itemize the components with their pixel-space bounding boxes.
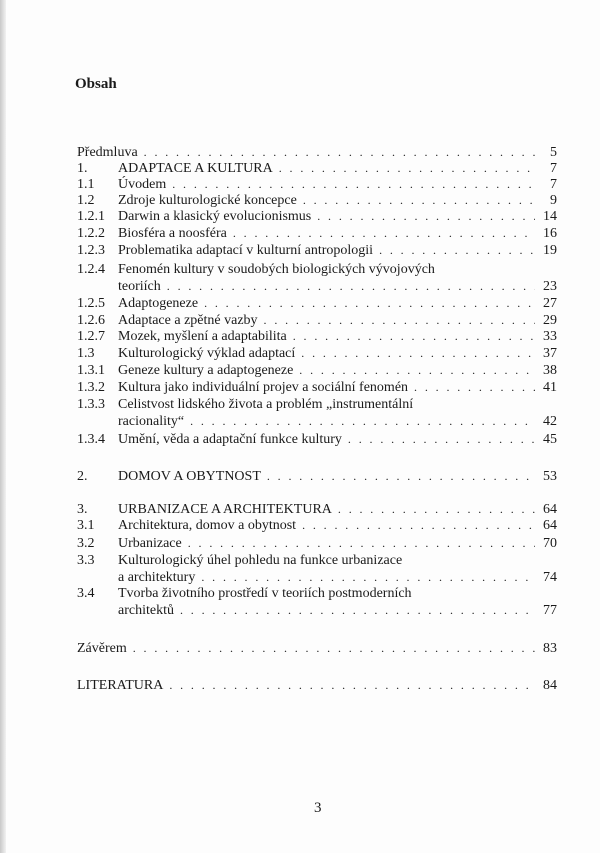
toc-entry-page: 53 <box>543 469 557 484</box>
dot-leader <box>144 144 535 160</box>
dot-leader <box>267 468 535 484</box>
toc-entry-title: Architektura, domov a obytnost <box>118 518 297 533</box>
dot-leader <box>303 192 535 208</box>
toc-entry-page: 42 <box>543 414 557 429</box>
dot-leader <box>167 278 535 294</box>
toc-entry-title: Mozek, myšlení a adaptabilita <box>118 329 287 344</box>
dot-leader <box>338 501 535 517</box>
toc-entry-number: 1.1 <box>77 177 95 192</box>
toc-entry-page: 29 <box>543 313 557 328</box>
dot-leader <box>169 677 535 693</box>
dot-leader <box>264 312 535 328</box>
toc-entry-page: 64 <box>543 502 557 517</box>
dot-leader <box>233 225 535 241</box>
dot-leader <box>133 640 535 656</box>
scan-edge-shadow <box>0 0 6 853</box>
toc-entry-title: Problematika adaptací v kulturní antropologii <box>118 243 374 258</box>
dot-leader <box>201 569 535 585</box>
toc-entry-page: 45 <box>543 432 557 447</box>
toc-entry-title: Adaptace a zpětné vazby <box>118 313 258 328</box>
toc-entry-page: 74 <box>543 570 557 585</box>
toc-entry-title: Předmluva <box>77 145 138 160</box>
toc-entry-title: teoriích <box>118 279 161 294</box>
dot-leader <box>302 517 535 533</box>
toc-entry-title: Urbanizace <box>118 536 182 551</box>
dot-leader <box>279 160 535 176</box>
toc-entry-page: 14 <box>543 209 557 224</box>
toc-entry-number: 1.2.7 <box>77 329 105 344</box>
toc-entry[interactable] <box>77 397 557 430</box>
toc-entry-number: 1.2.2 <box>77 226 105 241</box>
toc-entry-page: 83 <box>543 641 557 656</box>
toc-entry-number: 1.2.6 <box>77 313 105 328</box>
toc-entry[interactable] <box>77 262 557 295</box>
toc-entry-page: 77 <box>543 603 557 618</box>
toc-entry-page: 9 <box>550 193 557 208</box>
toc-entry-title: Adaptogeneze <box>118 296 199 311</box>
toc-entry-title: Zdroje kulturologické koncepce <box>118 193 297 208</box>
toc-entry[interactable] <box>77 379 557 396</box>
toc-entry-title: Celistvost lidského života a problém „instrumentální <box>118 397 414 412</box>
toc-entry-title: Darwin a klasický evolucionismus <box>118 209 312 224</box>
toc-entry[interactable] <box>77 345 557 362</box>
toc-entry-page: 70 <box>543 536 557 551</box>
toc-entry-title: DOMOV A OBYTNOST <box>118 469 261 484</box>
toc-entry-title: Kulturologický výklad adaptací <box>118 346 296 361</box>
toc-entry-title: ADAPTACE A KULTURA <box>118 161 273 176</box>
toc-entry-title: a architektury <box>118 570 196 585</box>
toc-entry[interactable] <box>77 312 557 329</box>
toc-entry-page: 23 <box>543 279 557 294</box>
toc-entry[interactable] <box>77 362 557 379</box>
toc-entry[interactable] <box>77 144 557 161</box>
page-number: 3 <box>314 800 322 816</box>
toc-entry[interactable] <box>77 517 557 534</box>
toc-entry[interactable] <box>77 553 557 586</box>
toc-entry[interactable] <box>77 295 557 312</box>
dot-leader <box>172 176 535 192</box>
dot-leader <box>379 242 535 258</box>
toc-entry[interactable] <box>77 431 557 448</box>
toc-entry-number: 3.2 <box>77 536 95 551</box>
toc-entry[interactable] <box>77 677 557 694</box>
toc-entry-title: architektů <box>118 603 174 618</box>
toc-entry-title: Biosféra a noosféra <box>118 226 227 241</box>
toc-entry[interactable] <box>77 242 557 259</box>
toc-entry-page: 19 <box>543 243 557 258</box>
toc-entry-title: Umění, věda a adaptační funkce kultury <box>118 432 342 447</box>
toc-entry-page: 7 <box>550 177 557 192</box>
toc-entry-number: 1.3.1 <box>77 363 105 378</box>
toc-entry-number: 3.1 <box>77 518 95 533</box>
toc-entry-number: 1.3 <box>77 346 95 361</box>
toc-entry-title: Úvodem <box>118 177 167 192</box>
toc-entry-number: 1.2.3 <box>77 243 105 258</box>
toc-entry-page: 33 <box>543 329 557 344</box>
toc-entry[interactable] <box>77 328 557 345</box>
toc-entry-title: Tvorba životního prostředí v teoriích postmoderních <box>118 586 412 601</box>
toc-entry-number: 1.2.5 <box>77 296 105 311</box>
toc-entry[interactable] <box>77 468 557 485</box>
toc-entry[interactable] <box>77 586 557 619</box>
toc-entry-title: racionality“ <box>118 414 185 429</box>
toc-entry-page: 37 <box>543 346 557 361</box>
dot-leader <box>317 208 535 224</box>
toc-entry[interactable] <box>77 192 557 209</box>
toc-entry-number: 1.3.3 <box>77 397 105 412</box>
toc-entry-title: LITERATURA <box>77 678 164 693</box>
toc-entry[interactable] <box>77 176 557 193</box>
toc-entry-title: Geneze kultury a adaptogeneze <box>118 363 294 378</box>
toc-entry-page: 38 <box>543 363 557 378</box>
dot-leader <box>293 328 535 344</box>
toc-entry-page: 7 <box>550 161 557 176</box>
toc-entry-number: 3. <box>77 502 88 517</box>
toc-entry[interactable] <box>77 535 557 552</box>
dot-leader <box>188 535 535 551</box>
toc-entry[interactable] <box>77 225 557 242</box>
toc-entry[interactable] <box>77 640 557 657</box>
dot-leader <box>190 413 535 429</box>
toc-entry-title: Fenomén kultury v soudobých biologických vývojových <box>118 262 435 277</box>
toc-entry-number: 1.2.1 <box>77 209 105 224</box>
toc-entry-page: 16 <box>543 226 557 241</box>
dot-leader <box>204 295 535 311</box>
dot-leader <box>180 602 535 618</box>
toc-entry-page: 5 <box>550 145 557 160</box>
toc-entry[interactable] <box>77 501 557 518</box>
toc-entry-page: 84 <box>543 678 557 693</box>
toc-entry-number: 1. <box>77 161 88 176</box>
toc-entry-number: 1.3.2 <box>77 380 105 395</box>
dot-leader <box>348 431 535 447</box>
toc-entry-page: 41 <box>543 380 557 395</box>
toc-entry-number: 1.2.4 <box>77 262 105 277</box>
toc-entry[interactable] <box>77 160 557 177</box>
dot-leader <box>299 362 535 378</box>
toc-entry-number: 1.2 <box>77 193 95 208</box>
toc-entry-page: 64 <box>543 518 557 533</box>
toc-entry[interactable] <box>77 208 557 225</box>
dot-leader <box>414 379 535 395</box>
toc-entry-title: Kulturologický úhel pohledu na funkce urbanizace <box>118 553 403 568</box>
toc-entry-title: Kultura jako individuální projev a sociální fenomén <box>118 380 409 395</box>
toc-entry-title: Závěrem <box>77 641 127 656</box>
toc-heading: Obsah <box>75 76 117 92</box>
dot-leader <box>301 345 535 361</box>
toc-entry-number: 2. <box>77 469 88 484</box>
toc-entry-page: 27 <box>543 296 557 311</box>
toc-entry-number: 3.4 <box>77 586 95 601</box>
toc-entry-number: 3.3 <box>77 553 95 568</box>
toc-entry-title: URBANIZACE A ARCHITEKTURA <box>118 502 332 517</box>
toc-entry-number: 1.3.4 <box>77 432 105 447</box>
